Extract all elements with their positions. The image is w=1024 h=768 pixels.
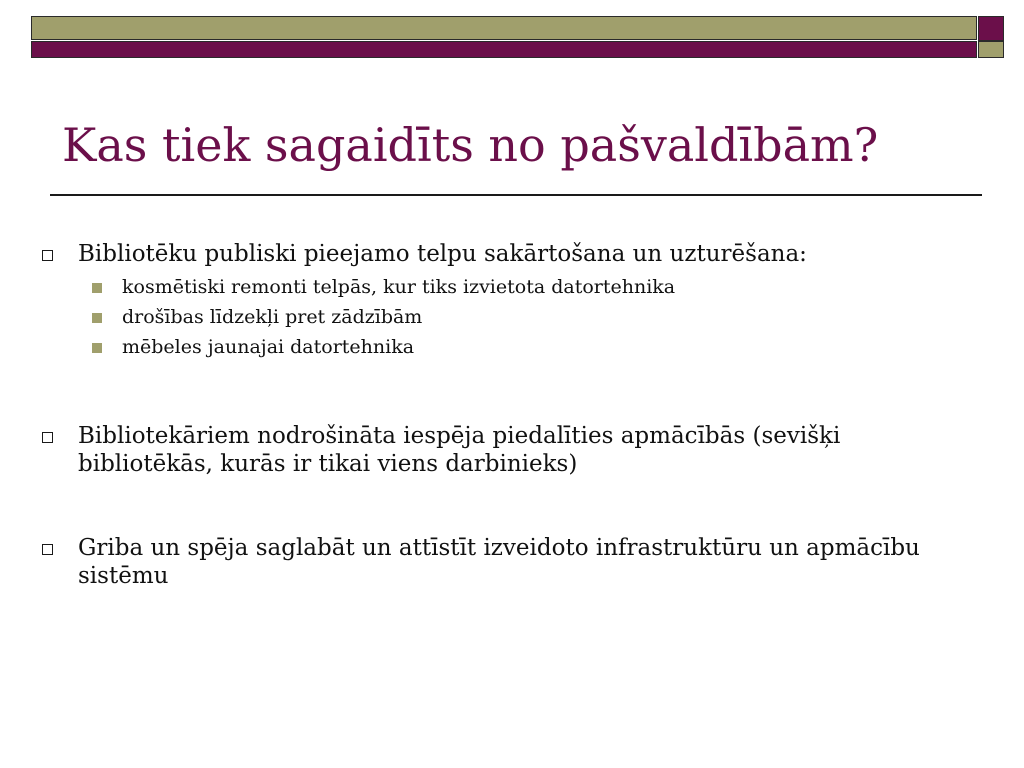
hollow-square-bullet-icon	[42, 250, 53, 261]
sub-bullet-text: kosmētiski remonti telpās, kur tiks izvietota datortehnika	[122, 276, 676, 298]
header-band-maroon	[31, 41, 977, 58]
bullet-item	[40, 534, 940, 590]
hollow-square-bullet-icon	[42, 432, 53, 443]
bullet-text: Bibliotēku publiski pieejamo telpu sakārtošana un uzturēšana:	[78, 241, 807, 267]
sub-bullet-item	[40, 332, 940, 362]
sub-bullet-list	[40, 272, 940, 362]
header-square-olive	[978, 41, 1004, 58]
filled-square-bullet-icon	[92, 343, 102, 353]
header-band-olive	[31, 16, 977, 40]
sub-bullet-text: mēbeles jaunajai datortehnika	[122, 336, 415, 358]
sub-bullet-text: drošības līdzekļi pret zādzībām	[122, 306, 423, 328]
header-square-maroon	[978, 16, 1004, 41]
slide-title: Kas tiek sagaidīts no pašvaldībām?	[62, 118, 879, 172]
bullet-text: Bibliotekāriem nodrošināta iespēja piedalīties apmācībās (sevišķi bibliotēkās, kurās ir tikai viens darbinieks)	[78, 423, 841, 477]
sub-bullet-item	[40, 302, 940, 332]
bullet-text: Griba un spēja saglabāt un attīstīt izveidoto infrastruktūru un apmācību sistēmu	[78, 535, 920, 589]
bullet-item	[40, 240, 940, 362]
bullet-item	[40, 422, 940, 478]
sub-bullet-item	[40, 272, 940, 302]
title-divider	[50, 194, 982, 196]
filled-square-bullet-icon	[92, 283, 102, 293]
filled-square-bullet-icon	[92, 313, 102, 323]
hollow-square-bullet-icon	[42, 544, 53, 555]
